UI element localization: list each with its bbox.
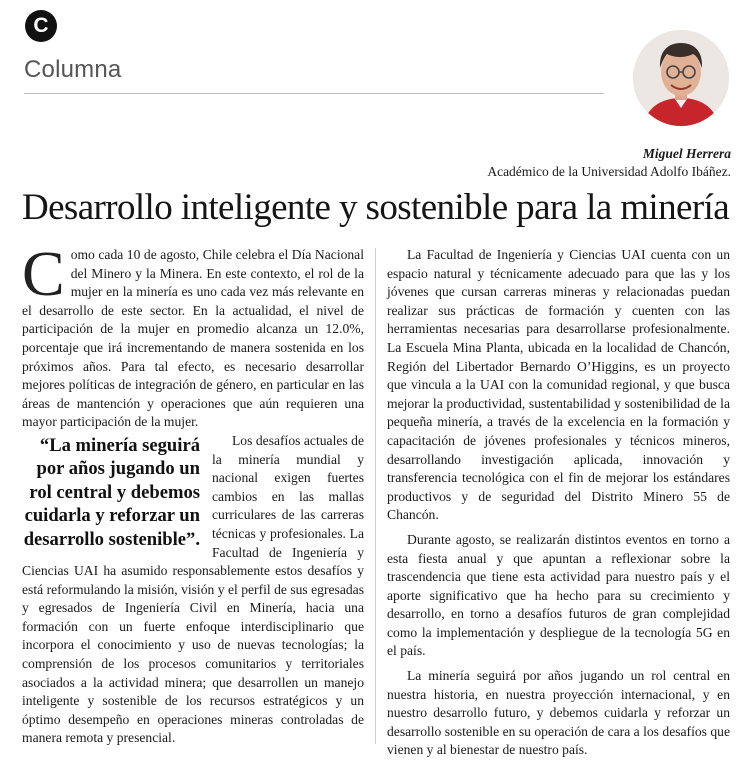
body-paragraph: Los desafíos actuales de la minería mundial y nacional exigen fuertes cambios en las mallas curriculares de las carreras técnicas y profesionales. La Facultad de Ingeniería y Ciencias UAI ha asumido responsablemente estos desafíos y está reformulando la misión, visión y el perfil de sus egresadas y egresados de Ingeniería Civil en Minería, hacia una formación con un fuerte enfoque interdisciplinario que incorpora el conocimiento y uso de nuevas tecnologías; la comprensión de los procesos comunitarios y territoriales asociados a la actividad minera; que desarrollen un manejo inteligente y sostenible de los recursos estratégicos y un óptimo desempeño en operaciones mineras controladas de manera remota y presencial. [22, 432, 364, 746]
article-column-right [387, 246, 730, 760]
author-portrait-icon [633, 30, 729, 126]
body-paragraph [22, 238, 364, 432]
body-paragraph: Durante agosto, se realizarán distintos eventos en torno a esta fiesta anual y que apuntan a reflexionar sobre la trascendencia que tiene esta actividad para nuestro país y el aporte significativo que ha hecho para su crecimiento y desarrollo, en torno a desafíos futuros de gran complejidad como la implementación y despliegue de la tecnología 5G en el país. [387, 531, 730, 659]
author-photo [633, 30, 729, 126]
body-paragraph: La minería seguirá por años jugando un rol central en nuestra historia, en nuestra proyección internacional, y en nuestro desarrollo futuro, y debemos cuidarla y reforzar un desarrollo sostenible en su operación de cara a los desafíos que vienen y al bienestar de nuestro país. [387, 668, 730, 758]
author-byline [487, 145, 731, 181]
article-column-left [22, 238, 364, 748]
author-name: Miguel Herrera [642, 146, 731, 161]
article-headline: Desarrollo inteligente y sostenible para la minería [21, 187, 730, 228]
section-label: Columna [24, 56, 122, 83]
column-badge-icon: C [25, 10, 57, 42]
body-paragraph: La Facultad de Ingeniería y Ciencias UAI cuenta con un espacio natural y técnicamente adecuado para que las y los jóvenes que cursan carreras mineras y relacionadas puedan realizar sus prácticas de formación y cuenten con las herramientas necesarias para desarrollarse profesionalmente. La Escuela Mina Planta, ubicada en la localidad de Chancón, Región del Libertador Bernardo O’Higgins, es un proyecto que vincula a la UAI con la comunidad regional, y que busca mejorar la productividad, sustentabilidad y sostenibilidad de la pequeña minería, a través de la excelencia en la formación y capacitación de jóvenes profesionales y técnicos mineros, desarrollando investigación aplicada, innovación y transferencia tecnológica con el fin de mejorar los estándares productivos y de seguridad del Distrito Minero 55 de Chancón. [387, 247, 730, 523]
column-divider [375, 248, 376, 744]
author-role: Académico de la Universidad Adolfo Ibáñez. [487, 164, 731, 179]
paragraph-text: omo cada 10 de agosto, Chile celebra el Día Nacional del Minero y la Minera. En este contexto, el rol de la mujer en la minería es uno cada vez más relevante en el desarrollo de este sector. En la actualidad, el nivel de participación de la mujer en promedio alcanza un 12.0%, porcentaje que irá incrementando de manera sostenida en los próximos años. Para tal efecto, es necesario desarrollar mejores políticas de integración de género, en particular en las áreas de mantención y operaciones que aún requieren una mayor participación de la mujer. [22, 247, 364, 430]
drop-cap: C [22, 238, 65, 309]
pull-quote: “La minería seguirá por años jugando un rol central y debemos cuidarla y reforzar un desarrollo sostenible”. [23, 434, 200, 550]
header-divider [24, 93, 604, 94]
